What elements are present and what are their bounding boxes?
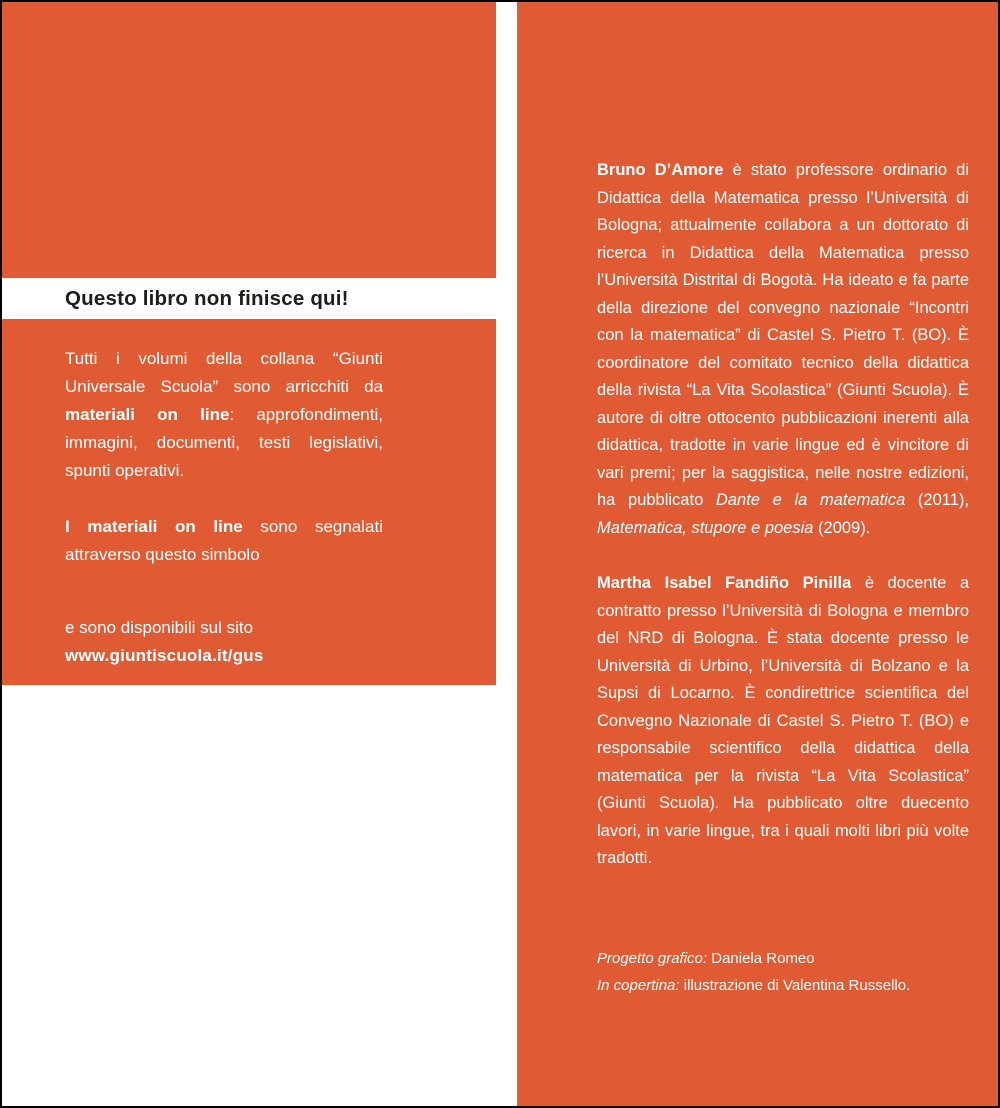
intro-bold-phrase: materiali on line	[65, 405, 230, 424]
bio-bruno-text-3: (2009).	[813, 518, 871, 537]
column-gutter	[496, 2, 517, 1106]
author-name-bruno: Bruno D’Amore	[597, 161, 724, 179]
credit-cover-line	[597, 972, 969, 1000]
intro-paragraph	[65, 345, 383, 485]
headline-band	[2, 278, 496, 319]
bio-bruno-text-2: (2011),	[905, 491, 969, 509]
author-name-martha: Martha Isabel Fandiño Pinilla	[597, 574, 852, 592]
credit-design-line	[597, 945, 969, 973]
intro-text-before: Tutti i volumi della collana “Giunti Universale Scuola” sono arricchiti da	[65, 349, 383, 396]
bio-martha-text: è docente a contratto presso l’Università di Bologna e membro del NRD di Bologna. È stata docente presso le Università di Urbino, l’Università di Bolzano e la Supsi di Locarno. È condirettrice scientifica del Convegno Nazionale di Castel S. Pietro T. (BO) e responsabile scientifico della didattica della matematica per la rivista “La Vita Scolastica” (Giunti Scuola). Ha pubblicato oltre duecento lavori, in varie lingue, tra i quali molti libri più volte tradotti.	[597, 574, 970, 867]
bottom-white-space	[2, 685, 496, 1106]
bio-bruno-text-1: è stato professore ordinario di Didattica della Matematica presso l’Università di Bologna; attualmente collabora a un dottorato di ricerca in Didattica della Matematica presso l’Università Distrital di Bogotà. Ha ideato e fa parte della direzione del convegno nazionale “Incontri con la matematica” di Castel S. Pietro T. (BO). È coordinatore del comitato tecnico della didattica della rivista “La Vita Scolastica” (Giunti Scuola). È autore di oltre ottocento pubblicazioni inerenti alla didattica, tradotte in varie lingue ed è vincitore di vari premi; per la saggistica, nelle nostre edizioni, ha pubblicato	[597, 161, 970, 509]
site-url-link[interactable]: www.giuntiscuola.it/gus	[65, 646, 264, 665]
left-content-block	[2, 319, 496, 685]
bio-bruno-paragraph	[597, 157, 969, 542]
page-title: Questo libro non finisce qui!	[65, 286, 349, 310]
right-panel	[517, 2, 998, 1106]
credit-design-value: Daniela Romeo	[707, 949, 815, 967]
materials-paragraph	[65, 513, 383, 569]
credit-cover-label: In copertina:	[597, 977, 680, 994]
book-title-1: Dante e la matematica	[715, 491, 906, 509]
credit-design-label: Progetto grafico:	[597, 949, 708, 967]
intro-text-after: : approfondimenti, immagini, documenti, testi legislativi, spunti operativi.	[65, 405, 383, 480]
left-panel	[2, 2, 496, 1106]
credits-block	[597, 945, 969, 1000]
book-title-2: Matematica, stupore e poesia	[597, 518, 814, 537]
site-intro-line: e sono disponibili sul sito	[65, 618, 254, 637]
credit-cover-value: illustrazione di Valentina Russello.	[679, 977, 911, 994]
bio-martha-paragraph	[597, 570, 969, 873]
materials-bold-phrase: I materiali on line	[65, 517, 243, 536]
materials-text-after: sono segnalati attraverso questo simbolo	[65, 517, 383, 564]
top-orange-block	[2, 2, 496, 278]
